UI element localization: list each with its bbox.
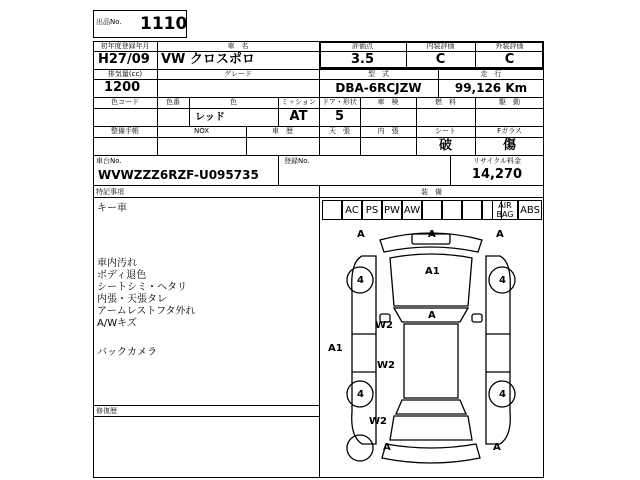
mark-rear-bumper-left: A — [383, 442, 391, 453]
seat-label: シート — [435, 127, 456, 135]
seat-value: 破 — [438, 138, 452, 153]
drive-label: 駆 動 — [499, 98, 520, 106]
color-no-label: 色番 — [166, 98, 180, 106]
car-diagram — [320, 222, 542, 477]
history-label: 車 歴 — [272, 127, 293, 135]
chassis-value: WVWZZZ6RZF-U095735 — [98, 168, 259, 182]
mission-value: AT — [289, 109, 308, 124]
name-label: 車 名 — [227, 42, 249, 50]
equip-pw: PW — [382, 200, 402, 220]
mileage-label: 走 行 — [480, 70, 502, 78]
equip-box — [462, 200, 482, 220]
notes-list — [97, 258, 195, 330]
equip-box — [322, 200, 342, 220]
model-value: DBA-6RCJZW — [335, 81, 422, 95]
trunk-outline — [390, 416, 472, 440]
fuel-label: 燃 料 — [435, 98, 456, 106]
notes-item: A/Wキズ — [97, 318, 137, 329]
chassis-label: 車台No. — [96, 157, 122, 165]
mark-front-center: A — [428, 229, 436, 240]
mark-windshield: A — [428, 310, 436, 321]
glass-label: Fガラス — [497, 127, 522, 135]
inspection-label: 車 検 — [377, 98, 399, 106]
mileage-value: 99,126 Km — [454, 81, 528, 95]
equip-aw: AW — [402, 200, 422, 220]
exterior-grade-value: C — [504, 52, 515, 67]
displacement-value: 1200 — [104, 80, 141, 95]
equip-ac: AC — [342, 200, 362, 220]
lot-label: 出品No. — [96, 18, 122, 26]
interior-grade-value: C — [435, 52, 446, 67]
grade-label: グレード — [224, 70, 252, 78]
mark-wheel-rr: 4 — [499, 389, 506, 400]
mark-hood: A1 — [425, 266, 440, 277]
recycle-value: 14,270 — [471, 167, 523, 182]
lot-number: 1110 — [140, 14, 188, 34]
mark-left-rear-door: W2 — [377, 360, 395, 371]
door-value: 5 — [334, 109, 345, 124]
repair-label: 修復歴 — [96, 407, 117, 415]
mark-left-front-door: W2 — [375, 320, 393, 331]
rear-bumper-outline — [382, 444, 480, 463]
equipment-label: 装 備 — [421, 188, 442, 196]
name-value: VW クロスポロ — [161, 52, 255, 67]
roof-outline — [404, 324, 458, 398]
equipment-row — [322, 200, 542, 220]
notes-label: 特記事項 — [96, 188, 124, 196]
notes-item: 車内汚れ — [97, 258, 137, 269]
roof-label: 天 張 — [329, 127, 350, 135]
color-code-label: 色コード — [111, 98, 139, 106]
rear-window-outline — [396, 400, 466, 414]
mark-wheel-fl: 4 — [357, 275, 364, 286]
door-label: ドア・形状 — [322, 98, 357, 106]
notes-item: アームレストフタ外れ — [97, 306, 196, 317]
mission-label: ミッション — [281, 98, 316, 106]
notes-item: シートシミ・ヘタリ — [97, 282, 187, 293]
score-label: 評価点 — [352, 42, 373, 50]
mark-front-left: A — [357, 229, 365, 240]
equip-box — [442, 200, 462, 220]
registration-label: 登録No. — [284, 157, 310, 165]
equip-box — [422, 200, 442, 220]
mark-left-side: A1 — [328, 343, 343, 354]
model-label: 型 式 — [368, 70, 389, 78]
mark-wheel-fr: 4 — [499, 275, 506, 286]
glass-value: 傷 — [502, 138, 516, 153]
year-value: H27/09 — [98, 52, 150, 67]
equip-ps: PS — [362, 200, 382, 220]
mark-front-right: A — [496, 229, 504, 240]
recycle-label: リサイクル料金 — [472, 157, 522, 165]
color-value: レッド — [195, 112, 225, 123]
spare-tire — [347, 435, 373, 461]
notes-item: 内張・天張タレ — [97, 294, 167, 305]
interior-grade-label: 内装評価 — [426, 42, 455, 50]
equip-abs: ABS — [518, 200, 542, 220]
mark-rear-bumper-right: A — [493, 442, 501, 453]
year-label: 初年度登録年月 — [100, 42, 150, 50]
notes-line-camera: バックカメラ — [97, 347, 157, 358]
mark-rear-quarter: W2 — [369, 416, 387, 427]
nox-label: NOX — [193, 127, 210, 135]
notes-item: ボディ退色 — [97, 270, 147, 281]
mark-wheel-rl: 4 — [357, 389, 364, 400]
hood-outline — [390, 254, 472, 306]
color-label: 色 — [230, 98, 237, 106]
notes-line-key: キー車 — [97, 203, 127, 214]
manual-label: 整備手帳 — [111, 127, 139, 135]
interior-trim-label: 内 張 — [377, 127, 399, 135]
displacement-label: 排気量(cc) — [107, 70, 143, 78]
score-value: 3.5 — [350, 52, 375, 67]
equip-airbag: AIR BAG — [492, 200, 518, 220]
exterior-grade-label: 外装評価 — [495, 42, 524, 50]
